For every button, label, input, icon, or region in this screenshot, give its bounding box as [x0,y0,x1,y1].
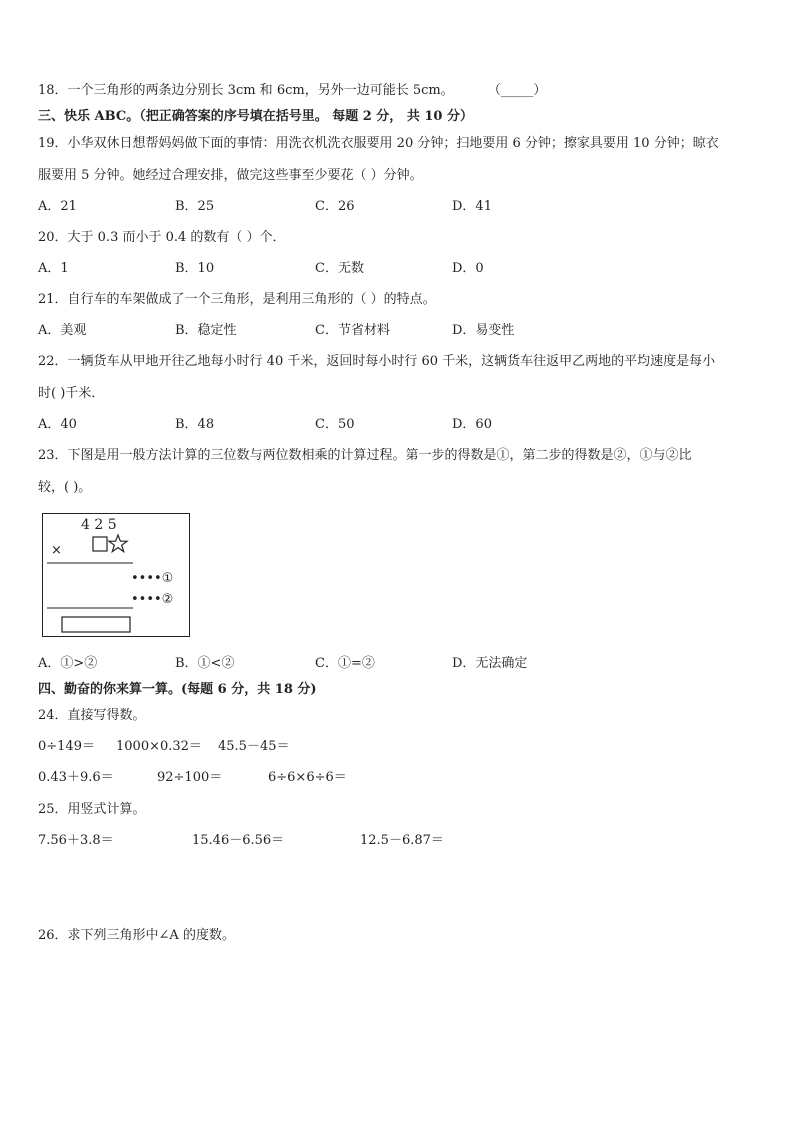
option-a: A．1 [38,261,69,276]
option-d: D．60 [452,417,492,432]
question-25-title: 25．用竖式计算。 [38,802,146,817]
option-a: A．21 [38,199,77,214]
figure-step-2: ••••② [131,592,174,607]
star-shape [109,535,127,552]
option-d: D．易变性 [452,323,515,338]
square-shape [93,537,107,551]
question-19-line1: 19．小华双休日想帮妈妈做下面的事情：用洗衣机洗衣服要用 20 分钟；扫地要用 6 分钟；擦家具要用 10 分钟；晾衣 [38,136,719,151]
option-a: A．①>② [38,656,98,671]
option-c: C．节省材料 [315,323,390,338]
q25-item-2: 15.46－6.56＝ [192,833,285,848]
section-4-title: 四、勤奋的你来算一算。(每题 6 分，共 18 分) [38,682,317,697]
option-d: D．41 [452,199,492,214]
q25-item-1: 7.56＋3.8＝ [38,833,114,848]
option-b: B．25 [175,199,215,214]
question-23-line2: 较，( )。 [38,480,92,495]
multiplication-figure [42,513,190,637]
question-20-line1: 20．大于 0.3 而小于 0.4 的数有（ ）个． [38,230,286,245]
figure-digits: 4 2 5 [81,517,117,533]
option-b: B．稳定性 [175,323,237,338]
option-b: B．①<② [175,656,235,671]
option-d: D．无法确定 [452,656,528,671]
question-19-line2: 服要用 5 分钟。她经过合理安排，做完这些事至少要花（ ）分钟。 [38,168,423,183]
question-18-blank: （_____） [487,83,547,98]
option-c: C．50 [315,417,355,432]
option-c: C．26 [315,199,355,214]
q24-item-2: 1000×0.32＝ [116,739,202,754]
question-23-line1: 23．下图是用一般方法计算的三位数与两位数相乘的计算过程。第一步的得数是①，第二步的得数是②，①与②比 [38,448,692,463]
question-22-line1: 22．一辆货车从甲地开往乙地每小时行 40 千米，返回时每小时行 60 千米，这辆货车往返甲乙两地的平均速度是每小 [38,354,716,369]
option-b: B．10 [175,261,215,276]
q24-item-6: 6÷6×6÷6＝ [268,770,347,785]
option-c: C．无数 [315,261,364,276]
question-22-line2: 时( )千米． [38,386,105,401]
multiplication-figure-svg [43,514,191,638]
result-box [62,617,130,632]
question-18-text: 18．一个三角形的两条边分别长 3cm 和 6cm，另外一边可能长 5cm。 [38,83,454,98]
option-b: B．48 [175,417,215,432]
question-24-title: 24．直接写得数。 [38,708,146,723]
q24-item-3: 45.5－45＝ [218,739,290,754]
option-a: A．40 [38,417,77,432]
figure-times-sign: × [51,543,62,558]
question-18 [38,82,546,100]
question-26-title: 26．求下列三角形中∠A 的度数。 [38,928,235,943]
option-a: A．美观 [38,323,87,338]
section-3-title: 三、快乐 ABC。（把正确答案的序号填在括号里。 每题 2 分， 共 10 分） [38,109,473,124]
figure-step-1: ••••① [131,571,174,586]
q24-item-4: 0.43＋9.6＝ [38,770,114,785]
q24-item-1: 0÷149＝ [38,739,95,754]
q25-item-3: 12.5－6.87＝ [360,833,444,848]
q24-item-5: 92÷100＝ [157,770,223,785]
option-c: C．①=② [315,656,375,671]
option-d: D．0 [452,261,484,276]
question-21-line1: 21．自行车的车架做成了一个三角形，是利用三角形的（ ）的特点。 [38,292,436,307]
